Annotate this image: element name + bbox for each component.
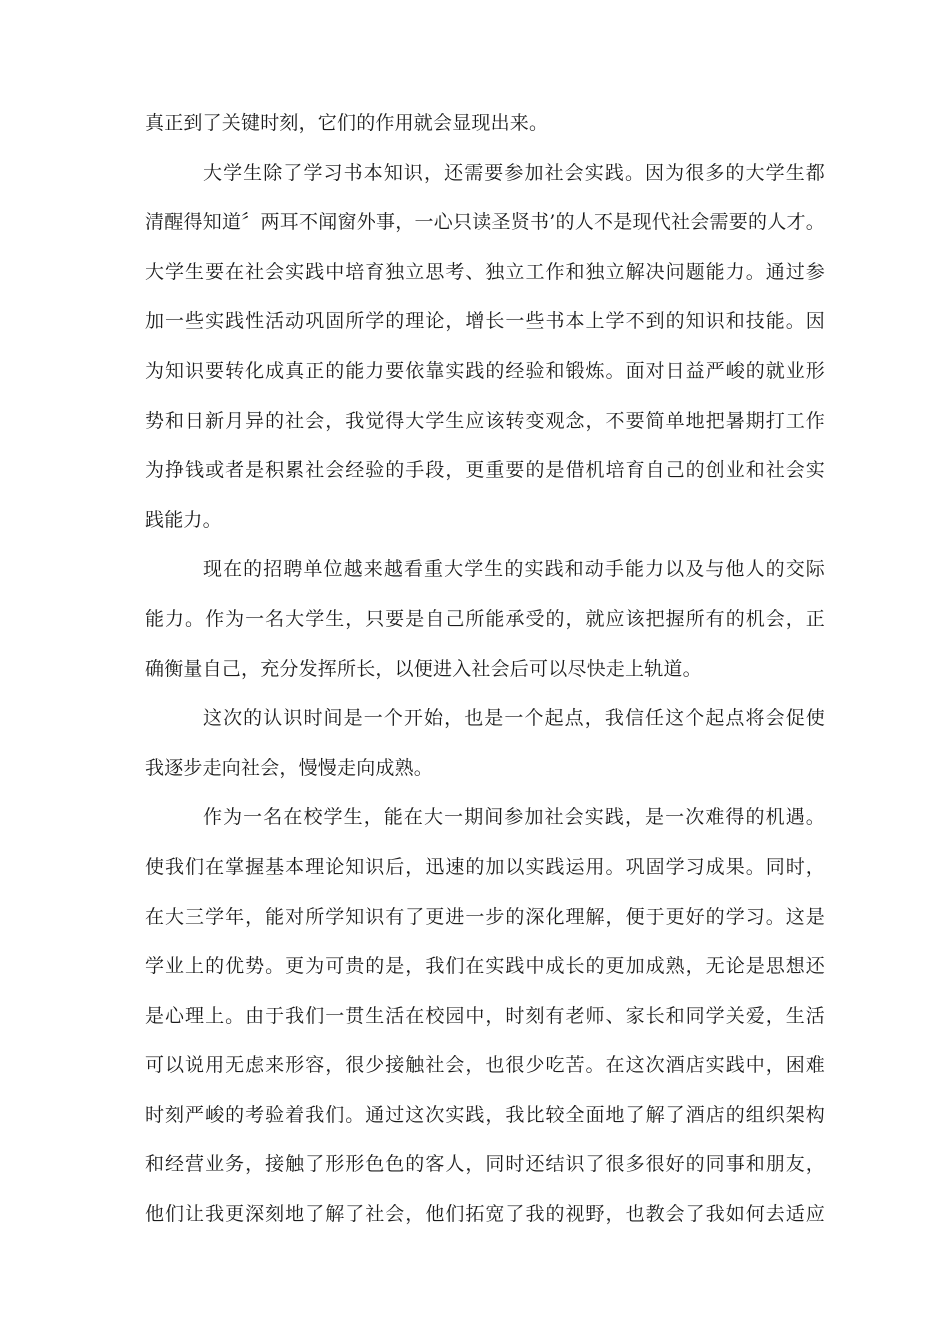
- paragraph-line: 作为一名在校学生，能在大一期间参加社会实践，是一次难得的机遇。: [203, 806, 825, 829]
- paragraph-line: 清醒得知道〞两耳不闻窗外事，一心只读圣贤书’的人不是现代社会需要的人才。: [145, 211, 825, 234]
- paragraph-line: 现在的招聘单位越来越看重大学生的实践和动手能力以及与他人的交际: [203, 558, 825, 581]
- paragraph-line: 这次的认识时间是一个开始，也是一个起点，我信任这个起点将会促使: [203, 707, 825, 730]
- paragraph-5: [145, 793, 825, 1239]
- paragraph-line: 和经营业务，接触了形形色色的客人，同时还结识了很多很好的同事和朋友，: [145, 1153, 825, 1176]
- paragraph-line: 确衡量自己，充分发挥所长，以便进入社会后可以尽快走上轨道。: [145, 657, 702, 680]
- paragraph-line: 大学生要在社会实践中培育独立思考、独立工作和独立解决问题能力。通过参: [145, 260, 825, 283]
- paragraph-line: 为知识要转化成真正的能力要依靠实践的经验和锻炼。面对日益严峻的就业形: [145, 359, 825, 382]
- paragraph-line: 为挣钱或者是积累社会经验的手段，更重要的是借机培育自己的创业和社会实: [145, 459, 825, 482]
- paragraph-line: 能力。作为一名大学生，只要是自己所能承受的，就应该把握所有的机会，正: [145, 607, 825, 630]
- paragraph-4: [145, 694, 825, 793]
- paragraph-line: 在大三学年，能对所学知识有了更进一步的深化理解，便于更好的学习。这是: [145, 905, 825, 928]
- paragraph-line: 真正到了关键时刻，它们的作用就会显现出来。: [145, 112, 549, 134]
- paragraph-line: 可以说用无虑来形容，很少接触社会，也很少吃苦。在这次酒店实践中，困难: [145, 1054, 825, 1077]
- paragraph-line: 大学生除了学习书本知识，还需要参加社会实践。因为很多的大学生都: [203, 161, 825, 184]
- paragraph-3: [145, 545, 825, 694]
- paragraph-2: [145, 149, 825, 546]
- paragraph-line: 践能力。: [145, 508, 222, 531]
- paragraph-line: 使我们在掌握基本理论知识后，迅速的加以实践运用。巩固学习成果。同时，: [145, 855, 825, 878]
- paragraph-line: 时刻严峻的考验着我们。通过这次实践，我比较全面地了解了酒店的组织架构: [145, 1103, 825, 1126]
- paragraph-line: 是心理上。由于我们一贯生活在校园中，时刻有老师、家长和同学关爱，生活: [145, 1004, 825, 1027]
- paragraph-line: 加一些实践性活动巩固所学的理论，增长一些书本上学不到的知识和技能。因: [145, 310, 825, 333]
- paragraph-line: 势和日新月异的社会，我觉得大学生应该转变观念，不要简单地把暑期打工作: [145, 409, 825, 432]
- paragraph-line: 他们让我更深刻地了解了社会，他们拓宽了我的视野，也教会了我如何去适应: [145, 1203, 825, 1226]
- paragraph-1: [145, 99, 825, 149]
- paragraph-line: 我逐步走向社会，慢慢走向成熟。: [145, 756, 434, 779]
- paragraph-line: 学业上的优势。更为可贵的是，我们在实践中成长的更加成熟，无论是思想还: [145, 955, 825, 978]
- body-text: [145, 99, 825, 1240]
